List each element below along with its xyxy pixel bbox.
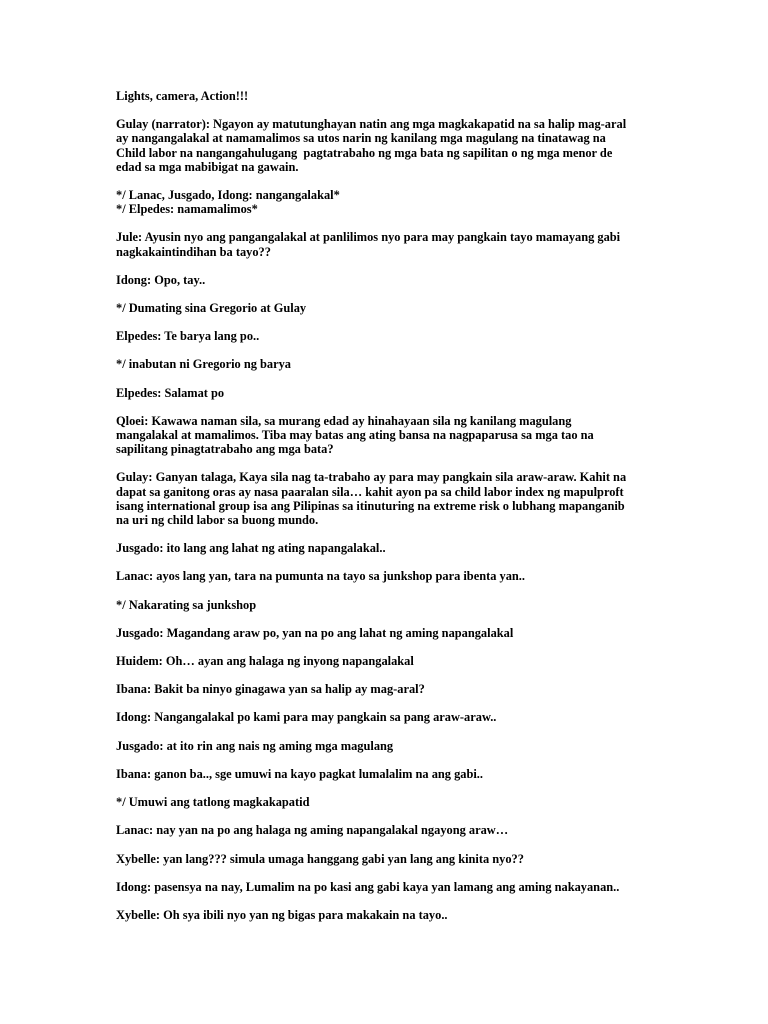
script-line: Idong: Opo, tay.. xyxy=(116,272,206,287)
script-line: mangalakal at mamalimos. Tiba may batas ang ating bansa na nagpaparusa sa mga tao na xyxy=(116,428,594,443)
script-paragraph xyxy=(116,654,656,668)
script-paragraph xyxy=(116,795,656,809)
script-paragraph xyxy=(116,569,656,583)
script-line: Lanac: ayos lang yan, tara na pumunta na tayo sa junkshop para ibenta yan.. xyxy=(116,569,525,584)
script-paragraph xyxy=(116,682,656,696)
script-line: Lanac: nay yan na po ang halaga ng aming napangalakal ngayong araw… xyxy=(116,823,509,838)
script-paragraph xyxy=(116,470,656,527)
script-line: edad sa mga mabibigat na gawain. xyxy=(116,159,299,174)
script-paragraph xyxy=(116,852,656,866)
script-line: Idong: pasensya na nay, Lumalim na po kasi ang gabi kaya yan lamang ang aming nakayanan.. xyxy=(116,879,620,894)
script-line: Idong: Nangangalakal po kami para may pangkain sa pang araw-araw.. xyxy=(116,710,497,725)
script-line: Jusgado: Magandang araw po, yan na po ang lahat ng aming napangalakal xyxy=(116,625,514,640)
script-line: ay nangangalakal at namamalimos sa utos narin ng kanilang mga magulang na tinatawag na xyxy=(116,131,606,146)
script-paragraph xyxy=(116,739,656,753)
script-line: Jule: Ayusin nyo ang pangangalakal at panlilimos nyo para may pangkain tayo mamayang gabi xyxy=(116,230,621,245)
script-line: Huidem: Oh… ayan ang halaga ng inyong napangalakal xyxy=(116,654,414,669)
script-paragraph xyxy=(116,541,656,555)
script-paragraph xyxy=(116,357,656,371)
script-paragraph xyxy=(116,89,656,103)
script-line: na uri ng child labor sa buong mundo. xyxy=(116,513,319,528)
script-paragraph xyxy=(116,880,656,894)
script-paragraph xyxy=(116,188,656,216)
script-line: Xybelle: Oh sya ibili nyo yan ng bigas para makakain na tayo.. xyxy=(116,907,448,922)
script-line: Elpedes: Salamat po xyxy=(116,385,225,400)
script-paragraph xyxy=(116,710,656,724)
script-line: Gulay (narrator): Ngayon ay matutunghayan natin ang mga magkakapatid na sa halip mag-aral xyxy=(116,117,627,132)
script-line: Xybelle: yan lang??? simula umaga hanggang gabi yan lang ang kinita nyo?? xyxy=(116,851,524,866)
script-line: Jusgado: at ito rin ang nais ng aming mga magulang xyxy=(116,738,394,753)
script-line: Ibana: Bakit ba ninyo ginagawa yan sa halip ay mag-aral? xyxy=(116,682,425,697)
script-paragraph xyxy=(116,767,656,781)
script-paragraph xyxy=(116,823,656,837)
script-line: isang international group isa ang Pilipinas sa itinuturing na extreme risk o lubhang mapanganib xyxy=(116,498,625,513)
script-line: Child labor na nangangahulugang pagtatrabaho ng mga bata ng sapilitan o ng mga menor de xyxy=(116,145,613,160)
script-line: Elpedes: Te barya lang po.. xyxy=(116,329,260,344)
script-paragraph xyxy=(116,117,656,174)
script-line: Lights, camera, Action!!! xyxy=(116,89,249,103)
script-paragraph xyxy=(116,301,656,315)
script-paragraph xyxy=(116,908,656,922)
script-line: */ Umuwi ang tatlong magkakapatid xyxy=(116,795,310,810)
script-paragraph xyxy=(116,386,656,400)
script-line: */ Lanac, Jusgado, Idong: nangangalakal* xyxy=(116,188,340,203)
script-line: */ inabutan ni Gregorio ng barya xyxy=(116,357,291,372)
script-line: sapilitang pinagtatrabaho ang mga bata? xyxy=(116,442,334,457)
script-paragraph xyxy=(116,598,656,612)
script-paragraph xyxy=(116,329,656,343)
script-line: Ibana: ganon ba.., sge umuwi na kayo pagkat lumalalim na ang gabi.. xyxy=(116,766,483,781)
script-line: */ Nakarating sa junkshop xyxy=(116,597,257,612)
script-paragraph xyxy=(116,414,656,457)
script-paragraph xyxy=(116,273,656,287)
script-line: Jusgado: ito lang ang lahat ng ating napangalakal.. xyxy=(116,541,386,556)
script-line: dapat sa ganitong oras ay nasa paaralan sila… kahit ayon pa sa child labor index ng mapulproft xyxy=(116,484,624,499)
script-line: Gulay: Ganyan talaga, Kaya sila nag ta-trabaho ay para may pangkain sila araw-araw. Kahit na xyxy=(116,470,627,485)
script-paragraph xyxy=(116,626,656,640)
script-line: nagkakaintindihan ba tayo?? xyxy=(116,244,271,259)
script-document xyxy=(116,89,656,936)
script-line: */ Elpedes: namamalimos* xyxy=(116,202,258,217)
script-paragraph xyxy=(116,230,656,258)
script-line: */ Dumating sina Gregorio at Gulay xyxy=(116,301,307,316)
script-line: Qloei: Kawawa naman sila, sa murang edad ay hinahayaan sila ng kanilang magulang xyxy=(116,413,572,428)
